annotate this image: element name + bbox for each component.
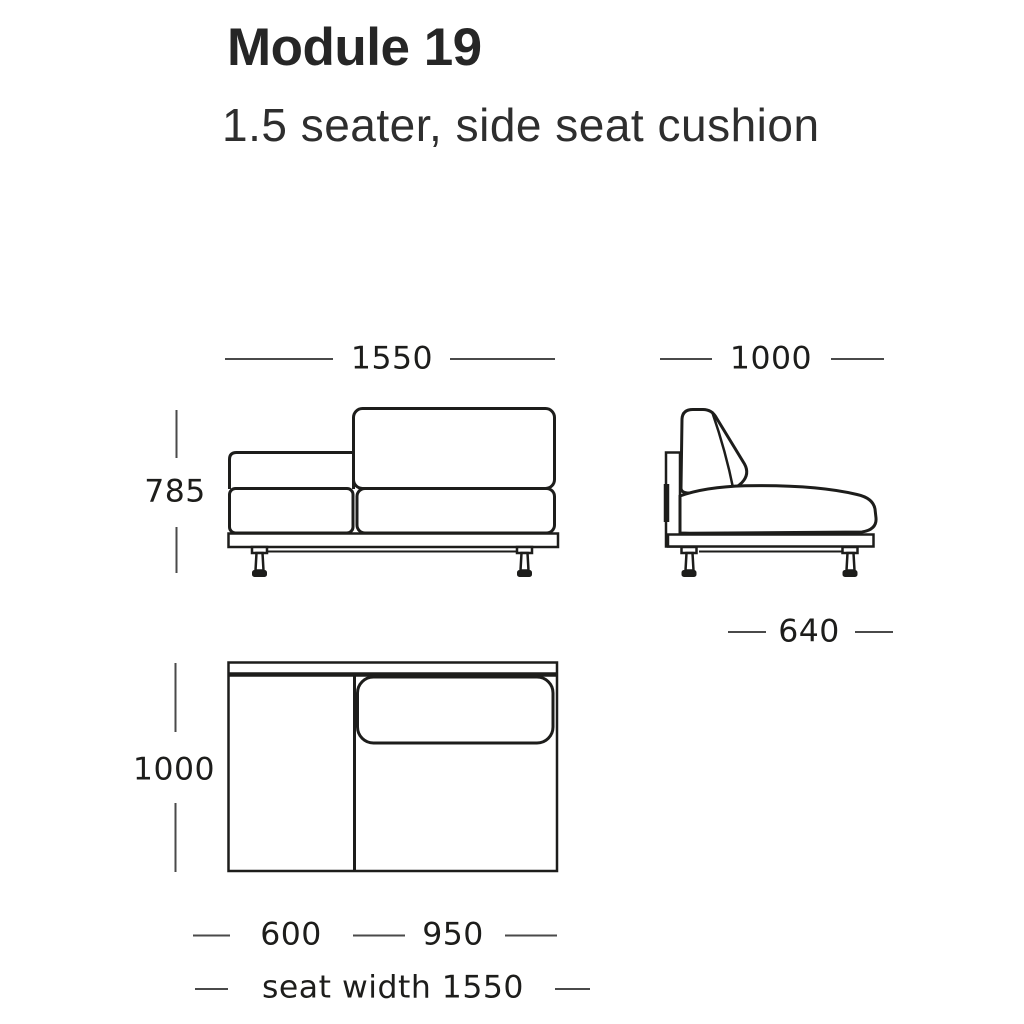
front-backrest-cushion [354, 409, 555, 489]
front-right-leg [517, 547, 532, 577]
side-base-frame [668, 535, 874, 547]
side-seat-depth-label: 640 [778, 613, 840, 650]
front-left-leg [252, 547, 267, 577]
side-width-label: 1000 [729, 340, 813, 377]
top-view-drawing [229, 663, 558, 872]
side-seat-cushion [680, 486, 876, 534]
front-height-label: 785 [144, 473, 206, 510]
seat-width-label: seat width 1550 [262, 969, 524, 1006]
front-seat-cushion-left [230, 489, 354, 534]
side-front-leg [682, 547, 697, 577]
top-depth-label: 1000 [132, 751, 216, 788]
front-width-label: 1550 [350, 340, 434, 377]
side-view-drawing [666, 410, 876, 577]
front-seat-cushion-right [357, 489, 555, 534]
top-seat-cushion [358, 677, 554, 743]
top-seat-section-label: 950 [422, 916, 484, 953]
page-subtitle: 1.5 seater, side seat cushion [222, 99, 820, 151]
side-rear-leg [843, 547, 858, 577]
front-view-drawing [229, 409, 559, 577]
page-title: Module 19 [227, 18, 482, 77]
top-side-section-label: 600 [260, 916, 322, 953]
front-base-frame [229, 534, 559, 548]
front-side-backrest [230, 453, 354, 490]
side-backrest-cushion [681, 410, 747, 494]
